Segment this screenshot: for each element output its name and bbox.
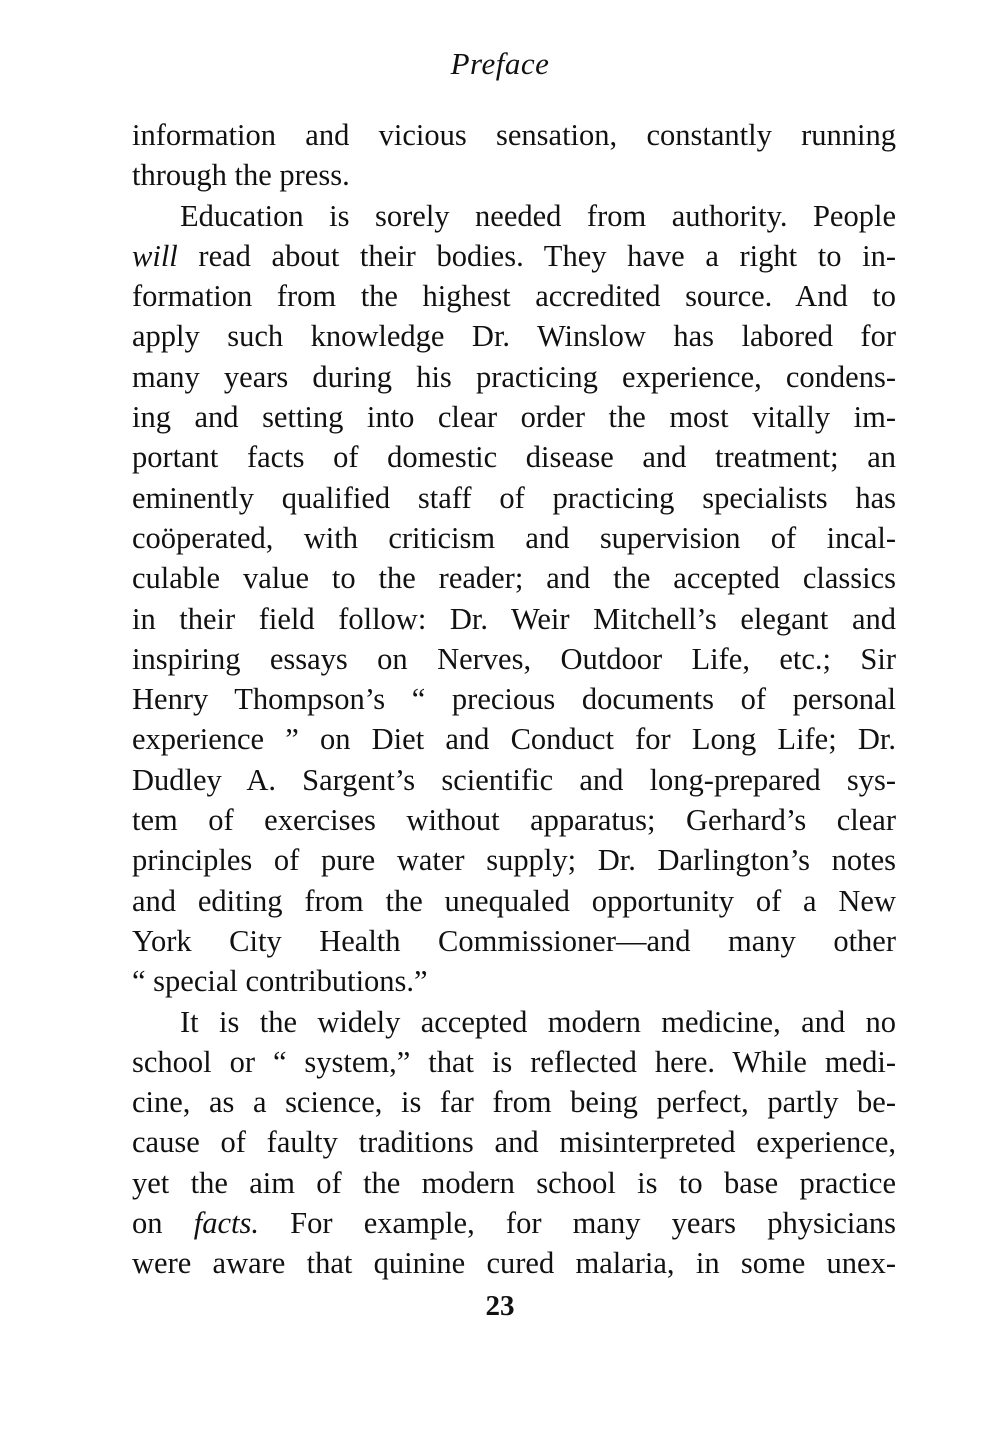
- text-line: [132, 1002, 896, 1042]
- italic-emphasis: will: [132, 238, 178, 273]
- text-segment: coöperated, with criticism and supervision of incal-: [132, 520, 896, 555]
- text-segment: ing and setting into clear order the most vitally im-: [132, 400, 896, 435]
- text-line: [132, 1163, 896, 1203]
- text-segment: culable value to the reader; and the accepted classics: [132, 561, 896, 596]
- body-text: [132, 115, 896, 1284]
- text-line: [132, 357, 896, 397]
- text-line: [132, 881, 896, 921]
- text-segment: many years during his practicing experience, condens-: [132, 359, 896, 394]
- text-segment: “ special contributions.”: [132, 964, 428, 999]
- text-segment: and editing from the unequaled opportunity of a New: [132, 883, 896, 918]
- text-line: [132, 316, 896, 356]
- text-line: [132, 719, 896, 759]
- text-segment: on: [132, 1206, 194, 1241]
- text-segment: information and vicious sensation, constantly running: [132, 118, 896, 152]
- text-segment: Education is sorely needed from authority. People: [180, 198, 896, 233]
- text-segment: For example, for many years physicians: [258, 1206, 896, 1241]
- text-line: [132, 196, 896, 236]
- text-line: [132, 1243, 896, 1283]
- text-line: [132, 115, 896, 155]
- text-line: [132, 961, 896, 1001]
- text-segment: York City Health Commissioner—and many other: [132, 923, 896, 958]
- text-segment: through the press.: [132, 158, 350, 193]
- text-segment: portant facts of domestic disease and treatment; an: [132, 440, 896, 475]
- text-line: [132, 397, 896, 437]
- text-segment: principles of pure water supply; Dr. Darlington’s notes: [132, 843, 896, 878]
- text-line: [132, 276, 896, 316]
- text-line: [132, 1042, 896, 1082]
- text-line: [132, 840, 896, 880]
- text-line: [132, 437, 896, 477]
- text-segment: Dudley A. Sargent’s scientific and long-prepared sys-: [132, 762, 896, 797]
- text-segment: cine, as a science, is far from being perfect, partly be-: [132, 1085, 896, 1120]
- text-segment: yet the aim of the modern school is to base practice: [132, 1165, 896, 1200]
- text-line: [132, 599, 896, 639]
- text-segment: formation from the highest accredited source. And to: [132, 279, 896, 314]
- text-line: [132, 921, 896, 961]
- italic-emphasis: facts.: [193, 1206, 259, 1241]
- running-head-title: Preface: [450, 46, 550, 81]
- text-line: [132, 639, 896, 679]
- text-line: [132, 679, 896, 719]
- text-line: [132, 155, 896, 195]
- text-segment: It is the widely accepted modern medicine, and no: [180, 1004, 896, 1039]
- text-segment: tem of exercises without apparatus; Gerhard’s clear: [132, 803, 896, 838]
- text-line: [132, 1082, 896, 1122]
- text-segment: school or “ system,” that is reflected here. While medi-: [132, 1044, 896, 1079]
- text-line: [132, 558, 896, 598]
- text-line: [132, 236, 896, 276]
- text-segment: apply such knowledge Dr. Winslow has labored for: [132, 319, 896, 354]
- text-line: [132, 800, 896, 840]
- text-line: [132, 760, 896, 800]
- text-segment: read about their bodies. They have a right to in-: [177, 238, 896, 273]
- text-line: [132, 478, 896, 518]
- text-segment: Henry Thompson’s “ precious documents of personal: [132, 682, 896, 717]
- text-segment: inspiring essays on Nerves, Outdoor Life, etc.; Sir: [132, 641, 896, 676]
- text-segment: eminently qualified staff of practicing specialists has: [132, 480, 896, 515]
- text-segment: were aware that quinine cured malaria, in some unex-: [132, 1246, 896, 1281]
- text-segment: cause of faulty traditions and misinterpreted experience,: [132, 1125, 896, 1160]
- text-line: [132, 1122, 896, 1162]
- text-line: [132, 518, 896, 558]
- text-segment: experience ” on Diet and Conduct for Long Life; Dr.: [132, 722, 896, 757]
- text-segment: in their field follow: Dr. Weir Mitchell’s elegant and: [132, 601, 896, 636]
- text-line: [132, 1203, 896, 1243]
- page-number: 23: [485, 1290, 515, 1322]
